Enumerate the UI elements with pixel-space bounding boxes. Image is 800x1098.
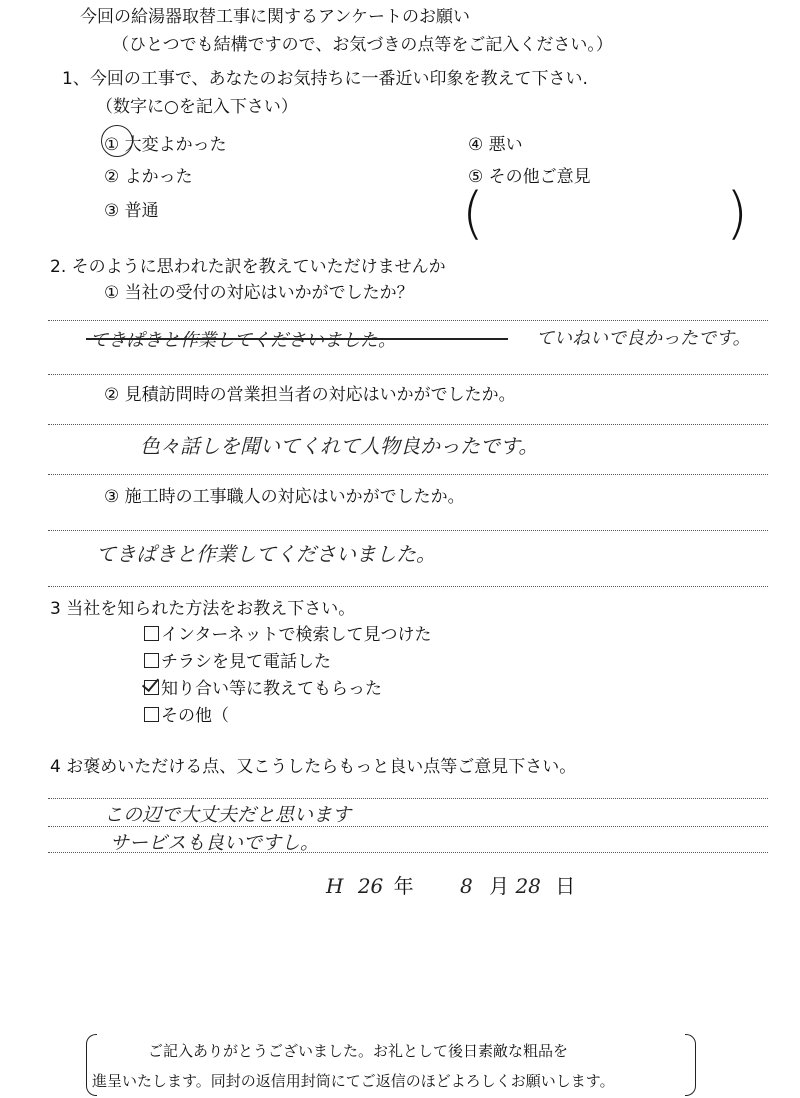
date-era: H — [326, 874, 344, 898]
q1-question: 1、今回の工事で、あなたのお気持ちに一番近い印象を教えて下さい. — [62, 69, 588, 89]
q3-option-3[interactable]: 知り合い等に教えてもらった — [144, 674, 382, 699]
answer-line — [48, 826, 768, 827]
checkbox-icon — [144, 626, 159, 641]
q2-question: 2. そのように思われた訳を教えていただけませんか — [50, 257, 446, 277]
date-year: 26 — [357, 874, 384, 898]
q1-option-4[interactable]: ④ 悪い — [468, 135, 523, 155]
answer-line — [48, 586, 768, 587]
answer-line — [48, 374, 768, 375]
close-paren: ) — [726, 181, 748, 246]
answer-line — [48, 424, 768, 425]
q2-sub1-question: ① 当社の受付の対応はいかがでしたか？ — [104, 283, 414, 303]
hand-drawn-circle-mark — [101, 125, 133, 157]
q1-option-2[interactable]: ② よかった — [104, 167, 193, 187]
date-year-unit: 年 — [393, 874, 414, 898]
q4-answer-line1: この辺で大丈夫だと思います — [104, 804, 352, 826]
q4-question: 4 お褒めいただける点、又こうしたらもっと良い点等ご意見下さい。 — [50, 757, 577, 777]
open-paren: ( — [462, 181, 484, 246]
checked-checkbox-icon — [144, 680, 159, 695]
q2-sub1-struck-answer: てきぱきと作業してくださいました。 — [90, 330, 396, 351]
q3-option-4[interactable]: その他（ — [144, 701, 229, 726]
answer-line — [48, 852, 768, 853]
date — [326, 870, 575, 899]
q3-option-1[interactable]: インターネットで検索して見つけた — [144, 620, 431, 645]
answer-line — [48, 798, 768, 799]
date-month: 8 — [459, 874, 473, 898]
answer-line — [48, 320, 768, 321]
footer-line-1: ご記入ありがとうございました。お礼として後日素敵な粗品を — [148, 1042, 569, 1060]
q3-option-2[interactable]: チラシを見て電話した — [144, 647, 331, 672]
q2-sub2-answer: 色々話しを聞いてくれて人物良かったです。 — [140, 434, 539, 458]
q2-sub3-question: ③ 施工時の工事職人の対応はいかがでしたか。 — [104, 487, 465, 507]
checkbox-icon — [144, 653, 159, 668]
form-subtitle: （ひとつでも結構ですので、お気づきの点等をご記入ください。） — [112, 35, 613, 55]
form-title: 今回の給湯器取替工事に関するアンケートのお願い — [80, 7, 470, 27]
q2-sub3-answer: てきぱきと作業してくださいました。 — [96, 542, 436, 566]
answer-line — [48, 530, 768, 531]
q1-option-3[interactable]: ③ 普通 — [104, 201, 159, 221]
q1-option-5[interactable]: ⑤ その他ご意見 — [468, 167, 591, 187]
footer-line-2: 進呈いたします。同封の返信用封筒にてご返信のほどよろしくお願いします。 — [92, 1072, 615, 1090]
answer-line — [48, 474, 768, 475]
q1-option-1[interactable]: ① 大変よかった — [104, 130, 227, 155]
q1-instruction: （数字に○を記入下さい） — [96, 97, 298, 117]
date-day-unit: 日 — [555, 874, 576, 898]
q2-sub2-question: ② 見積訪問時の営業担当者の対応はいかがでしたか。 — [104, 385, 516, 405]
q3-question: 3 当社を知られた方法をお教え下さい。 — [50, 599, 356, 619]
q4-answer-line2: サービスも良いですし。 — [110, 832, 320, 854]
strikethrough-line — [86, 338, 508, 340]
q2-sub1-answer: ていねいで良かったです。 — [536, 328, 751, 349]
date-day: 28 — [515, 874, 541, 898]
bracket-right — [685, 1034, 696, 1096]
checkbox-icon — [144, 707, 159, 722]
date-month-unit: 月 — [489, 874, 510, 898]
